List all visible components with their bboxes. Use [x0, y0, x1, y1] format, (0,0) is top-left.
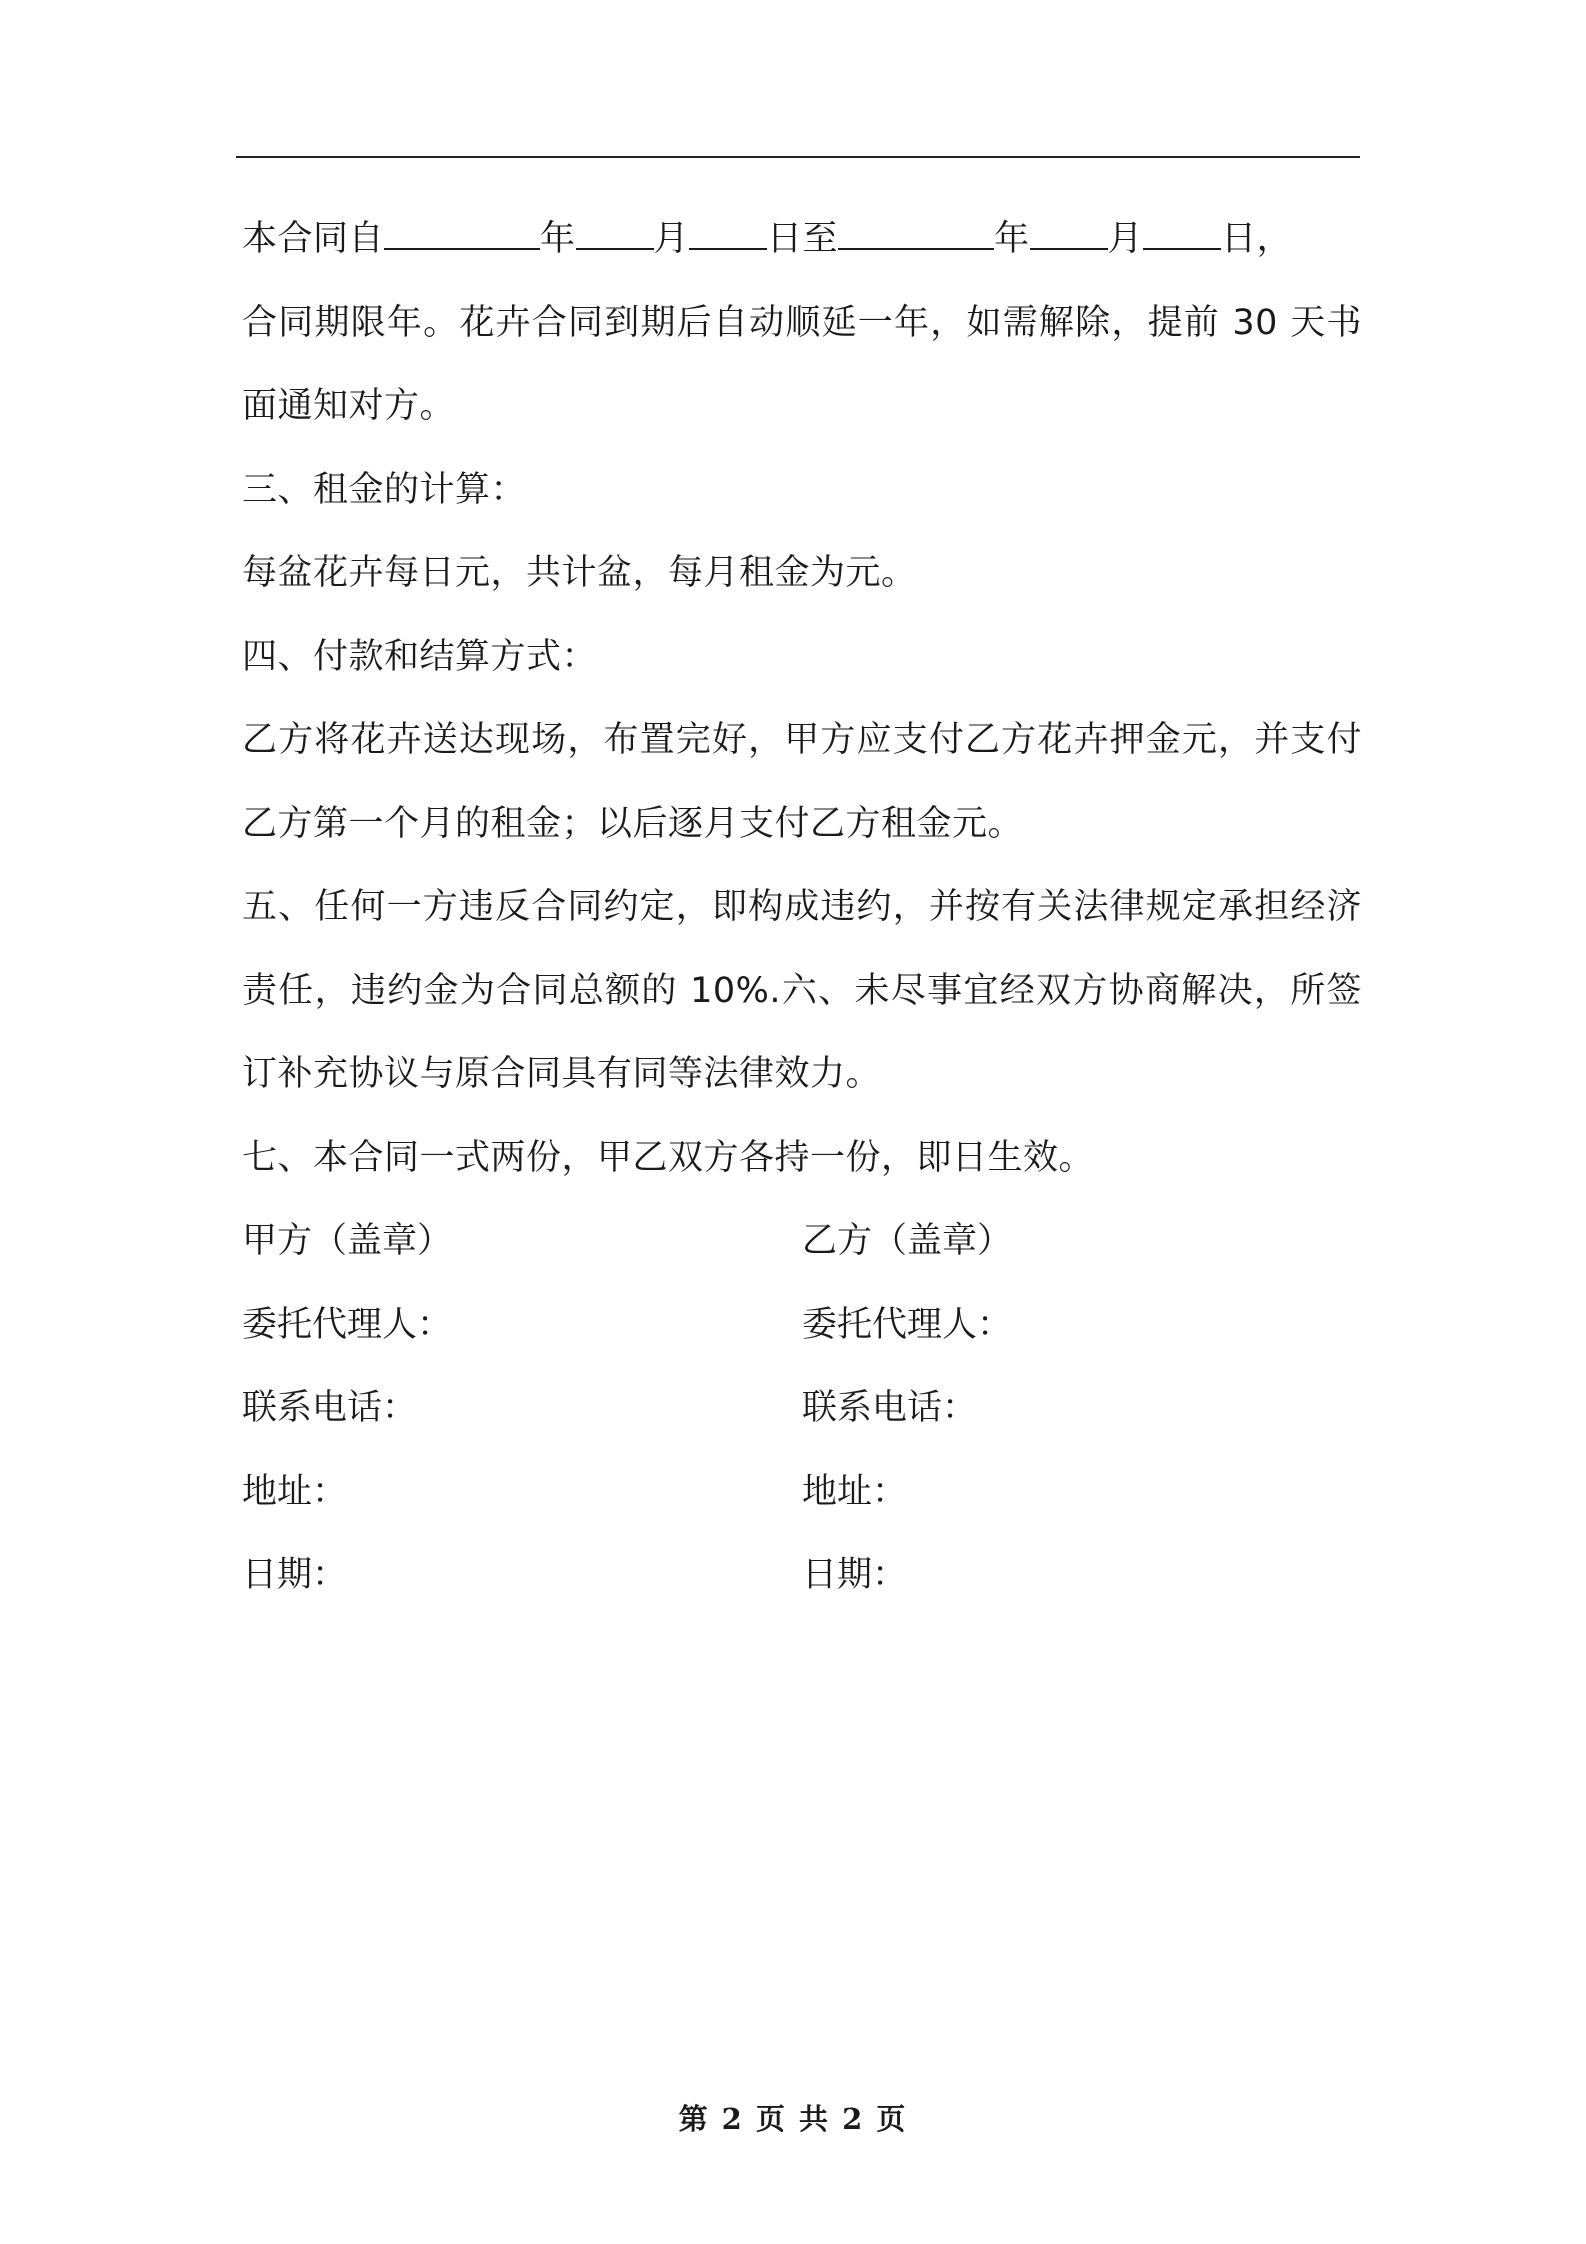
rent-calculation-paragraph: 每盆花卉每日元，共计盆，每月租金为元。	[242, 553, 917, 593]
year-label-2: 年	[994, 219, 1030, 259]
day-end-label: 日，	[1221, 219, 1293, 259]
signature-row	[242, 1451, 1362, 1535]
page-number-footer: 第 2 页 共 2 页	[678, 2102, 908, 2136]
party-a-seal: 甲方（盖章）	[242, 1221, 453, 1261]
month-label-1: 月	[653, 219, 690, 259]
contract-body	[242, 198, 1362, 1618]
payment-paragraph: 乙方将花卉送达现场，布置完好，甲方应支付乙方花卉押金元，并支付乙方第一个月的租金；以后逐月支付乙方租金元。	[242, 720, 1362, 844]
copies-paragraph: 七、本合同一式两份，甲乙双方各持一份，即日生效。	[242, 1137, 1095, 1178]
party-b-address: 地址：	[802, 1471, 908, 1512]
section-4-heading: 四、付款和结算方式：	[242, 636, 598, 677]
term-date-line	[242, 198, 1362, 282]
signature-row	[242, 1284, 1362, 1368]
end-month-blank	[1030, 218, 1108, 250]
start-year-blank	[384, 218, 540, 250]
end-year-blank	[838, 218, 994, 250]
party-b-seal: 乙方（盖章）	[802, 1221, 1013, 1261]
party-a-phone: 联系电话：	[242, 1388, 418, 1428]
date-prefix: 本合同自	[242, 219, 385, 259]
signature-block	[242, 1200, 1362, 1618]
year-label-1: 年	[540, 219, 576, 259]
party-a-date: 日期：	[242, 1555, 348, 1595]
day-to-label: 日至	[767, 219, 839, 259]
party-b-date: 日期：	[802, 1555, 908, 1595]
term-renewal-paragraph: 合同期限年。花卉合同到期后自动顺延一年，如需解除，提前 30 天书面通知对方。	[242, 302, 1362, 426]
start-day-blank	[689, 218, 767, 250]
party-b-phone: 联系电话：	[802, 1388, 978, 1428]
end-day-blank	[1143, 218, 1221, 250]
breach-paragraph: 五、任何一方违反合同约定，即构成违约，并按有关法律规定承担经济责任，违约金为合同总额的 10%.六、未尽事宜经双方协商解决，所签订补充协议与原合同具有同等法律效力。	[242, 887, 1362, 1094]
signature-row	[242, 1367, 1362, 1451]
section-3-heading: 三、租金的计算：	[242, 469, 527, 510]
party-b-agent: 委托代理人：	[802, 1304, 1013, 1345]
month-label-2: 月	[1107, 219, 1144, 259]
start-month-blank	[576, 218, 654, 250]
party-a-agent: 委托代理人：	[242, 1304, 453, 1345]
signature-row	[242, 1534, 1362, 1618]
signature-row	[242, 1200, 1362, 1284]
header-rule	[236, 156, 1360, 158]
party-a-address: 地址：	[242, 1471, 348, 1512]
